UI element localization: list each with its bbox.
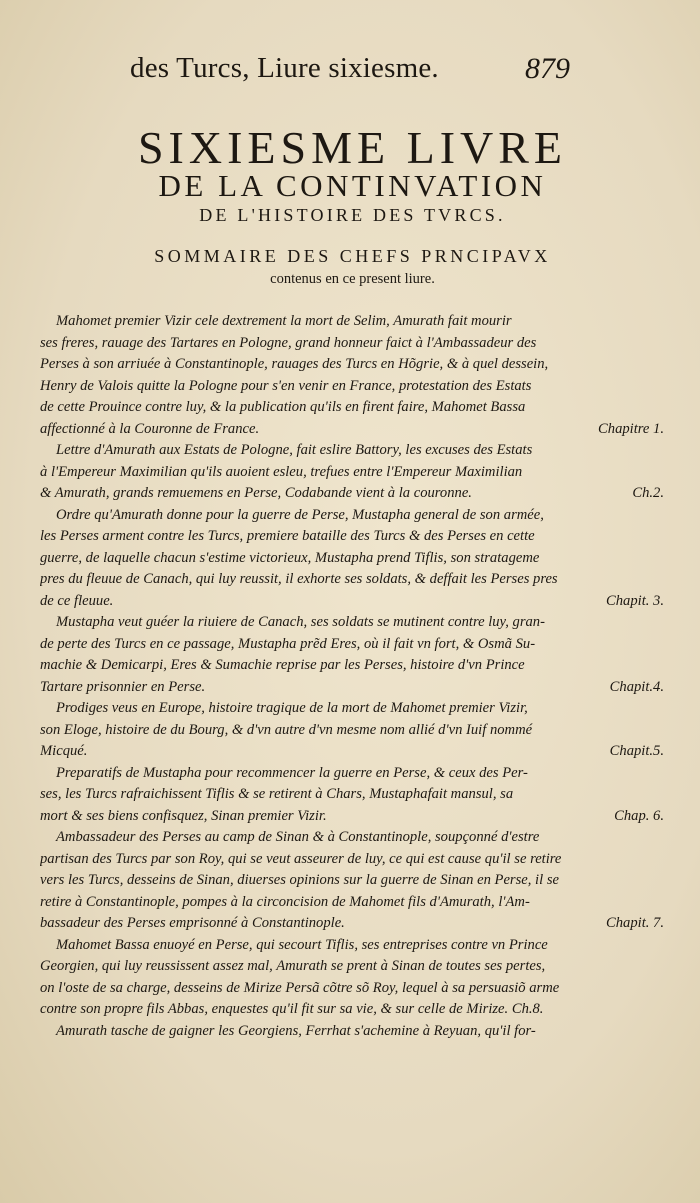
text-line <box>40 311 672 333</box>
text-line <box>40 569 672 591</box>
text-line <box>40 999 672 1021</box>
text-line-content: pres du fleuue de Canach, qui luy reussit, il exhorte ses soldats, & deffait les Perses pres <box>40 571 558 587</box>
text-line-content: ses freres, rauage des Tartares en Pologne, grand honneur faict à l'Ambassadeur des <box>40 334 537 351</box>
chapter-label: Chapitre 1. <box>598 420 664 437</box>
text-line-content: contre son propre fils Abbas, enquestes qu'il fit sur sa vie, & sur celle de Mirize. Ch.8. <box>40 1001 544 1017</box>
text-line <box>40 505 672 527</box>
text-line-content: Ordre qu'Amurath donne pour la guerre de Perse, Mustapha general de son armée, <box>56 506 544 523</box>
text-line-content: de perte des Turcs en ce passage, Mustapha prẽd Eres, où il fait vn fort, & Osmã Su- <box>40 635 536 652</box>
text-line <box>40 698 672 720</box>
text-line-content: Henry de Valois quitte la Pologne pour s'en venir en France, protestation des Estats <box>40 377 532 394</box>
text-line <box>40 784 672 806</box>
text-line <box>40 526 672 548</box>
text-line-content: Micqué. <box>40 743 88 759</box>
text-line <box>40 677 672 699</box>
text-line-content: ses, les Turcs rafraichissent Tiflis & se retirent à Chars, Mustaphafait mansul, sa <box>40 786 514 802</box>
text-line-content: son Eloge, histoire de du Bourg, & d'vn autre d'vn mesme nom allié d'vn Iuif nommé <box>40 721 533 738</box>
text-line-content: bassadeur des Perses emprisonné à Constantinople. <box>40 915 345 931</box>
text-line-content: Ambassadeur des Perses au camp de Sinan & à Constantinople, soupçonné d'estre <box>56 829 540 845</box>
text-line <box>40 612 672 634</box>
book-subtitle: DE LA CONTINVATION <box>158 168 547 203</box>
chapter-label: Chap. 6. <box>614 807 664 824</box>
text-line-content: & Amurath, grands remuemens en Perse, Codabande vient à la couronne. <box>40 485 472 501</box>
text-line-content: Mahomet premier Vizir cele dextrement la mort de Selim, Amurath fait mourir <box>56 313 512 329</box>
text-line <box>40 655 672 677</box>
text-line <box>40 397 672 419</box>
text-line-content: de ce fleuue. <box>40 592 114 609</box>
text-line-content: affectionné à la Couronne de France. <box>40 420 260 437</box>
chapter-label: Chapit.4. <box>609 678 664 695</box>
text-line <box>40 462 672 484</box>
book-title: SIXIESME LIVRE <box>137 122 568 173</box>
text-line <box>40 849 672 871</box>
text-line-content: Tartare prisonnier en Perse. <box>40 678 206 695</box>
chapter-label: Ch.2. <box>632 485 664 501</box>
running-head <box>130 52 570 88</box>
text-line <box>40 935 672 957</box>
chapter-label: Chapit. 3. <box>606 592 664 609</box>
text-line-content: vers les Turcs, desseins de Sinan, diuerses opinions sur la guerre de Sinan en Perse, il se <box>40 872 559 888</box>
text-line-content: Georgien, qui luy reussissent assez mal, Amurath se prent à Sinan de toutes ses pertes, <box>40 958 546 974</box>
summary-heading: SOMMAIRE DES CHEFS PRNCIPAVX <box>154 246 551 266</box>
text-line <box>40 376 672 398</box>
text-line-content: Mahomet Bassa enuoyé en Perse, qui secourt Tiflis, ses entreprises contre vn Prince <box>56 936 548 953</box>
chapter-label: Chapit.5. <box>609 743 664 759</box>
text-line-content: Prodiges veus en Europe, histoire tragique de la mort de Mahomet premier Vizir, <box>56 700 528 716</box>
text-line <box>40 440 672 462</box>
text-line-content: Preparatifs de Mustapha pour recommencer la guerre en Perse, & ceux des Per- <box>56 764 528 781</box>
text-line <box>40 763 672 785</box>
running-title: des Turcs, Liure sixiesme. <box>130 52 439 84</box>
chapter-label: Chapit. 7. <box>606 915 664 931</box>
text-line-content: Mustapha veut guéer la riuiere de Canach, ses soldats se mutinent contre luy, gran- <box>56 614 545 630</box>
summary-subheading: contenus en ce present liure. <box>270 271 435 287</box>
text-line <box>40 741 672 763</box>
text-line-content: machie & Demicarpi, Eres & Sumachie reprise par les Perses, histoire d'vn Prince <box>40 657 525 673</box>
text-line-content: Perses à son arriuée à Constantinople, rauages des Turcs en Hõgrie, & à quel dessein, <box>40 356 549 372</box>
text-line <box>40 548 672 570</box>
text-line-content: les Perses arment contre les Turcs, premiere bataille des Turcs & des Perses en cette <box>40 528 535 544</box>
text-line <box>40 806 672 828</box>
text-line <box>40 913 672 935</box>
text-line <box>40 419 672 441</box>
text-line <box>40 827 672 849</box>
page-number: 879 <box>525 52 570 85</box>
text-line <box>40 870 672 892</box>
text-line <box>40 892 672 914</box>
text-line-content: partisan des Turcs par son Roy, qui se veut asseurer de luy, ce qui est cause qu'il se retire <box>40 850 562 867</box>
text-line-content: Amurath tasche de gaigner les Georgiens, Ferrhat s'achemine à Reyuan, qu'il for- <box>56 1022 536 1039</box>
text-line-content: retire à Constantinople, pompes à la circoncision de Mahomet fils d'Amurath, l'Am- <box>40 893 530 910</box>
text-line <box>40 483 672 505</box>
text-line-content: guerre, de laquelle chacun s'estime victorieux, Mustapha prend Tiflis, son stratageme <box>40 549 540 566</box>
text-line-content: de cette Prouince contre luy, & la publication qu'ils en firent faire, Mahomet Bassa <box>40 399 526 415</box>
text-line <box>40 978 672 1000</box>
text-line <box>40 1021 672 1043</box>
text-line <box>40 956 672 978</box>
text-line <box>40 333 672 355</box>
text-line <box>40 591 672 613</box>
text-line-content: mort & ses biens confisquez, Sinan premier Vizir. <box>40 807 327 824</box>
text-line-content: Lettre d'Amurath aux Estats de Pologne, fait eslire Battory, les excuses des Estats <box>56 442 533 458</box>
text-line <box>40 354 672 376</box>
text-line <box>40 720 672 742</box>
text-line <box>40 634 672 656</box>
text-line-content: à l'Empereur Maximilian qu'ils auoient esleu, trefues entre l'Empereur Maximilian <box>40 463 523 480</box>
text-line-content: on l'oste de sa charge, desseins de Mirize Persã cõtre sõ Roy, lequel à sa persuasiõ arme <box>40 979 560 996</box>
summary-text <box>40 311 672 1042</box>
book-subtitle-2: DE L'HISTOIRE DES TVRCS. <box>199 205 506 225</box>
